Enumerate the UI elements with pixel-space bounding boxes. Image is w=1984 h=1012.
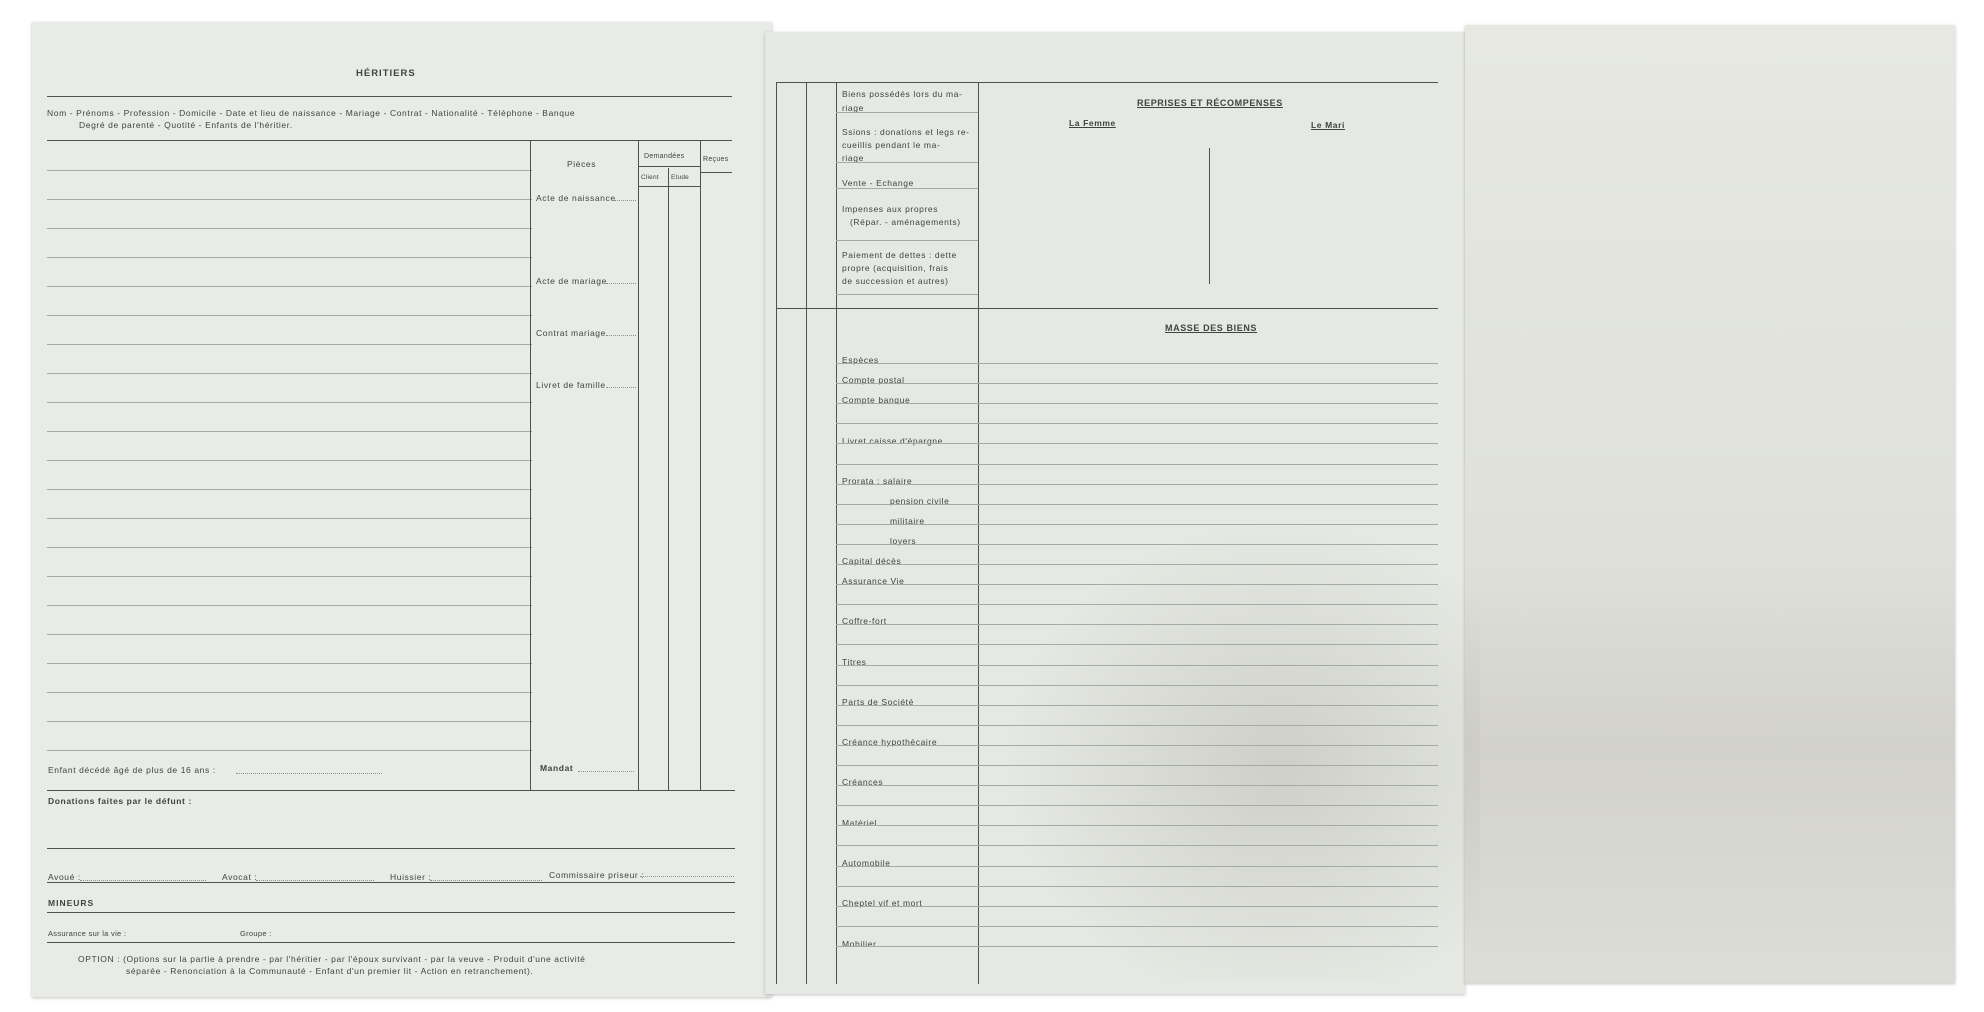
writing-line: [836, 665, 1438, 666]
masse-item: Créance hypothécaire: [842, 737, 938, 747]
item-ssions-3: riage: [842, 153, 864, 163]
masse-item: Livret caisse d'épargne: [842, 436, 943, 446]
masse-item: Coffre-fort: [842, 616, 887, 626]
writing-line: [836, 624, 1438, 625]
writing-line: [836, 745, 1438, 746]
dotted-line: [256, 880, 374, 881]
writing-line: [47, 750, 532, 751]
dotted-line: [640, 876, 734, 877]
header-line-1: Nom - Prénoms - Profession - Domicile - Date et lieu de naissance - Mariage - Contrat - Nationalité - Téléphone - Banque: [47, 108, 576, 118]
dotted-line: [606, 387, 636, 388]
item-paiement-3: de succession et autres): [842, 276, 949, 286]
writing-line: [47, 518, 532, 519]
dotted-line: [430, 880, 542, 881]
item-biens-2: riage: [842, 103, 864, 113]
item-biens-1: Biens possédés lors du ma-: [842, 89, 963, 99]
avocat-label: Avocat :: [222, 872, 258, 882]
writing-line: [47, 576, 532, 577]
rule: [836, 240, 978, 241]
la-femme-header: La Femme: [1069, 118, 1116, 128]
dotted-line: [606, 335, 636, 336]
header-line-2: Degré de parenté - Quotité - Enfants de l'héritier.: [79, 120, 293, 130]
writing-line: [47, 199, 532, 200]
writing-line: [47, 489, 532, 490]
divider: [47, 140, 732, 141]
heritiers-title: HÉRITIERS: [356, 68, 416, 79]
masse-item: Créances: [842, 777, 884, 787]
writing-line: [47, 402, 532, 403]
writing-line: [47, 344, 532, 345]
client-header: Client: [641, 174, 659, 181]
huissier-label: Huissier :: [390, 872, 432, 882]
writing-line: [836, 906, 1438, 907]
writing-line: [836, 383, 1438, 384]
masse-item: Cheptel vif et mort: [842, 898, 923, 908]
piece-acte-mariage: Acte de mariage: [536, 276, 607, 286]
mandat-label: Mandat: [540, 763, 574, 773]
option-line-2: séparée - Renonciation à la Communauté - Enfant d'un premier lit - Action en retranchement).: [126, 966, 534, 976]
writing-line: [47, 721, 532, 722]
writing-line: [47, 170, 532, 171]
writing-line: [47, 692, 532, 693]
etude-header: Etude: [671, 174, 689, 181]
divider: [638, 186, 700, 187]
writing-line: [836, 484, 1438, 485]
writing-line: [47, 257, 532, 258]
rule: [836, 112, 978, 113]
dotted-line: [614, 200, 636, 201]
dotted-line: [80, 880, 206, 881]
masse-item: militaire: [890, 516, 925, 526]
margin-rule: [776, 82, 777, 984]
piece-acte-naissance: Acte de naissance: [536, 193, 616, 203]
writing-line: [836, 886, 1438, 887]
masse-item: Mobilier: [842, 939, 877, 949]
writing-line: [836, 524, 1438, 525]
item-ssions-2: cueillis pendant le ma-: [842, 140, 941, 150]
writing-line: [47, 286, 532, 287]
writing-line: [836, 725, 1438, 726]
rule: [836, 294, 978, 295]
writing-line: [836, 926, 1438, 927]
masse-item: Parts de Société: [842, 697, 914, 707]
writing-line: [836, 785, 1438, 786]
masse-item: Capital décès: [842, 556, 902, 566]
mineurs-label: MINEURS: [48, 898, 95, 908]
item-paiement-2: propre (acquisition, frais: [842, 263, 949, 273]
masse-item: Automobile: [842, 858, 891, 868]
item-impenses-2: (Répar. - aménagements): [850, 217, 961, 227]
pieces-title: Pièces: [567, 159, 597, 169]
writing-line: [836, 423, 1438, 424]
option-line-1: OPTION : (Options sur la partie à prendre - par l'héritier - par l'époux survivant - par la veuve - Produit d'une activité: [78, 954, 586, 964]
divider: [47, 942, 735, 943]
writing-line: [836, 363, 1438, 364]
piece-contrat-mariage: Contrat mariage: [536, 328, 606, 338]
divider: [700, 172, 732, 173]
dotted-line: [578, 771, 634, 772]
writing-line: [836, 443, 1438, 444]
writing-line: [836, 564, 1438, 565]
writing-line: [836, 403, 1438, 404]
divider: [47, 790, 735, 791]
value-column-border: [978, 82, 979, 984]
writing-line: [47, 663, 532, 664]
divider: [47, 96, 732, 97]
rule: [836, 188, 978, 189]
demandees-header: Demandées: [644, 153, 685, 160]
reprises-title: REPRISES ET RÉCOMPENSES: [1137, 98, 1283, 108]
dotted-line: [606, 283, 636, 284]
commissaire-label: Commissaire priseur :: [549, 870, 645, 880]
writing-line: [47, 315, 532, 316]
margin-rule: [806, 82, 807, 984]
writing-line: [836, 946, 1438, 947]
writing-line: [47, 228, 532, 229]
etude-column-border: [668, 168, 669, 790]
writing-line: [836, 504, 1438, 505]
divider: [776, 82, 1438, 83]
left-page: [32, 22, 772, 997]
masse-item: Titres: [842, 657, 867, 667]
writing-line: [836, 464, 1438, 465]
writing-line: [47, 431, 532, 432]
item-impenses-1: Impenses aux propres: [842, 204, 939, 214]
avoue-label: Avoué :: [48, 872, 81, 882]
writing-line: [836, 705, 1438, 706]
masse-item: Compte banque: [842, 395, 911, 405]
writing-line: [47, 634, 532, 635]
donations-label: Donations faites par le défunt :: [48, 796, 192, 806]
rule: [836, 162, 978, 163]
enfant-decede-label: Enfant décédé âgé de plus de 16 ans :: [48, 765, 216, 775]
recues-header: Reçues: [703, 156, 729, 163]
groupe-label: Groupe :: [240, 929, 272, 938]
le-mari-header: Le Mari: [1311, 120, 1345, 130]
writing-line: [836, 866, 1438, 867]
writing-line: [836, 544, 1438, 545]
dotted-line: [236, 773, 382, 774]
right-flap: [1465, 25, 1955, 983]
writing-line: [836, 644, 1438, 645]
writing-line: [836, 584, 1438, 585]
masse-item: Prorata : salaire: [842, 476, 913, 486]
divider: [47, 912, 735, 913]
masse-item: loyers: [890, 536, 917, 546]
masse-title: MASSE DES BIENS: [1165, 323, 1258, 333]
divider: [47, 882, 735, 883]
writing-line: [836, 805, 1438, 806]
masse-item: Assurance Vie: [842, 576, 905, 586]
divider: [776, 308, 1438, 309]
item-vente: Vente - Echange: [842, 178, 914, 188]
item-ssions-1: Ssions : donations et legs re-: [842, 127, 970, 137]
pieces-column-border: [530, 140, 531, 790]
writing-line: [836, 765, 1438, 766]
writing-line: [47, 373, 532, 374]
writing-line: [47, 547, 532, 548]
item-paiement-1: Paiement de dettes : dette: [842, 250, 957, 260]
masse-item: Espèces: [842, 355, 879, 365]
writing-line: [47, 460, 532, 461]
label-column-border: [836, 82, 837, 984]
divider: [638, 166, 700, 167]
writing-line: [836, 685, 1438, 686]
page-shadow: [980, 500, 1480, 980]
writing-line: [47, 605, 532, 606]
writing-line: [836, 604, 1438, 605]
client-column-border: [638, 140, 639, 790]
piece-livret-famille: Livret de famille: [536, 380, 606, 390]
masse-item: Compte postal: [842, 375, 905, 385]
masse-item: Matériel: [842, 818, 878, 828]
recues-column-border: [700, 140, 701, 790]
masse-item: pension civile: [890, 496, 950, 506]
assurance-vie-label: Assurance sur la vie :: [48, 929, 127, 938]
writing-line: [836, 825, 1438, 826]
writing-line: [836, 845, 1438, 846]
divider: [47, 848, 735, 849]
reprises-divider: [1209, 148, 1210, 284]
